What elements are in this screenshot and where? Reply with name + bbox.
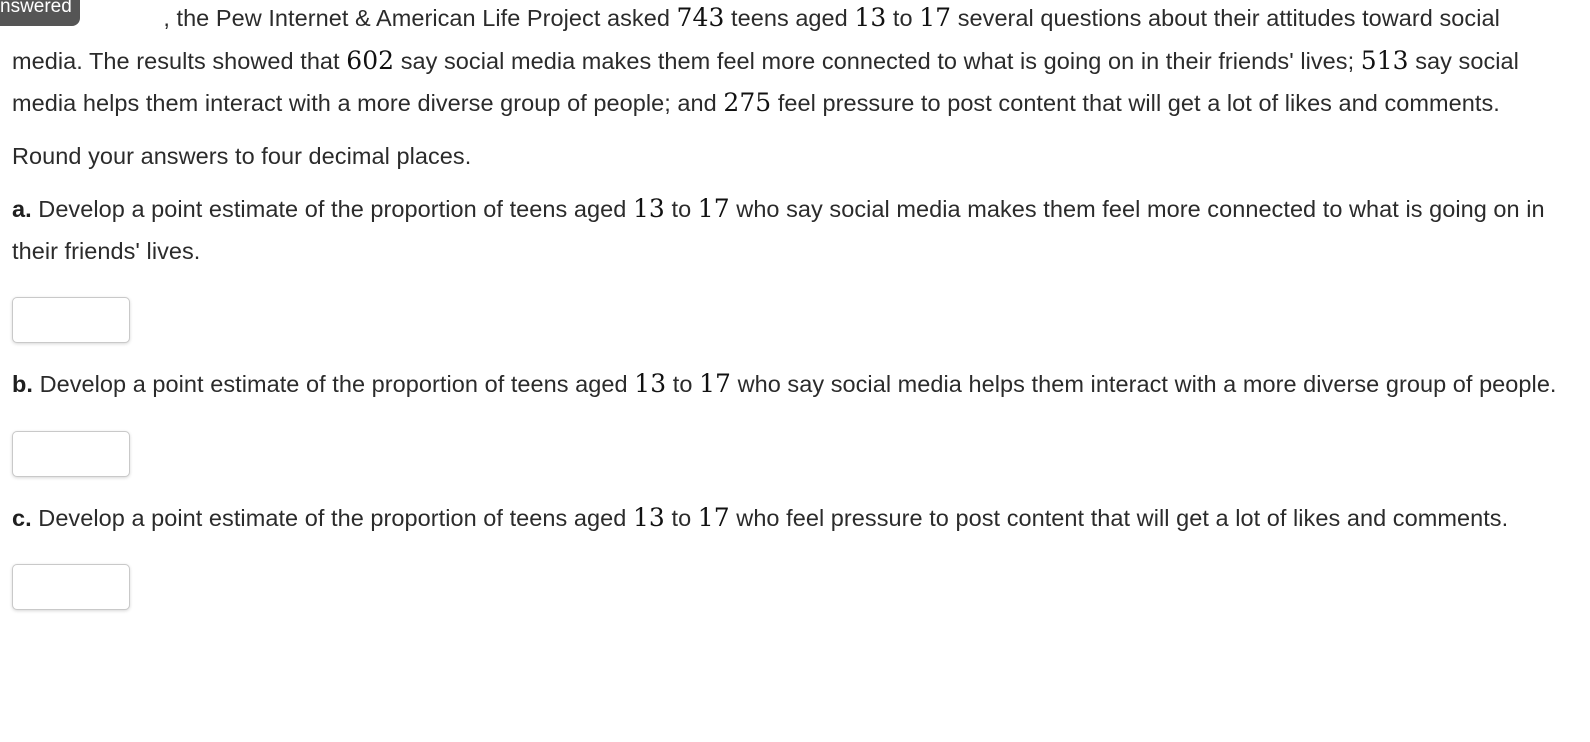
intro-text-6: say social media helps them interact with a more diverse group of people; and — [12, 47, 1519, 116]
answered-status-badge — [0, 0, 80, 26]
answer-b-input[interactable] — [12, 431, 130, 477]
question-b-mid: to — [672, 371, 693, 397]
question-c-post: who feel pressure to post content that will get a lot of likes and comments. — [736, 504, 1509, 531]
question-c-pre: Develop a point estimate of the proportion of teens aged — [38, 504, 627, 531]
question-a-age-low: 13 — [632, 194, 665, 223]
question-a-text — [12, 188, 1560, 272]
age-low-number: 13 — [854, 3, 887, 32]
answer-c-input[interactable] — [12, 564, 130, 610]
question-c-text — [12, 497, 1560, 540]
question-b-letter: b. — [12, 371, 33, 397]
intro-text-3: to — [892, 5, 913, 31]
question-b-answer-wrap — [12, 406, 1560, 486]
intro-text-1: , the Pew Internet & American Life Project asked — [163, 5, 670, 31]
intro-text-7: feel pressure to post content that will get a lot of likes and comments. — [777, 90, 1500, 116]
question-c-age-low: 13 — [632, 502, 665, 532]
question-a-mid: to — [671, 196, 692, 222]
intro-text-5: say social media makes them feel more connected to what is going on in their friends' lives; — [400, 47, 1355, 74]
question-c-mid: to — [671, 504, 692, 531]
question-c-age-high: 17 — [697, 502, 730, 532]
question-b-age-high: 17 — [699, 369, 731, 398]
question-b-pre: Develop a point estimate of the proportion of teens aged — [39, 371, 628, 397]
total-teens-number: 743 — [676, 3, 725, 32]
age-high-number: 17 — [919, 3, 952, 32]
question-c-answer-wrap — [12, 539, 1560, 619]
intro-text-4: several questions about their attitudes toward social media. The results showed that — [12, 5, 1500, 74]
intro-text-2: teens aged — [731, 5, 848, 31]
question-a-letter: a. — [12, 196, 32, 222]
connected-count-number: 602 — [346, 45, 395, 75]
question-b — [12, 363, 1560, 486]
question-a — [12, 188, 1560, 352]
question-a-post: who say social media makes them feel more connected to what is going on in their friends' lives. — [12, 196, 1545, 264]
diverse-count-number: 513 — [1360, 45, 1409, 75]
question-c — [12, 497, 1560, 620]
question-a-age-high: 17 — [697, 194, 730, 223]
rounding-instruction: Round your answers to four decimal places. — [12, 142, 472, 169]
question-b-post: who say social media helps them interact with a more diverse group of people. — [737, 371, 1557, 397]
question-content — [12, 0, 1560, 619]
question-a-pre: Develop a point estimate of the proportion of teens aged — [38, 196, 627, 222]
answer-a-input[interactable] — [12, 297, 130, 343]
question-a-answer-wrap — [12, 272, 1560, 352]
question-b-text — [12, 363, 1560, 406]
question-b-age-low: 13 — [634, 369, 667, 398]
question-c-letter: c. — [12, 504, 32, 531]
pressure-count-number: 275 — [723, 88, 772, 117]
problem-statement — [12, 0, 1560, 125]
answered-badge-label: nswered — [0, 0, 72, 17]
